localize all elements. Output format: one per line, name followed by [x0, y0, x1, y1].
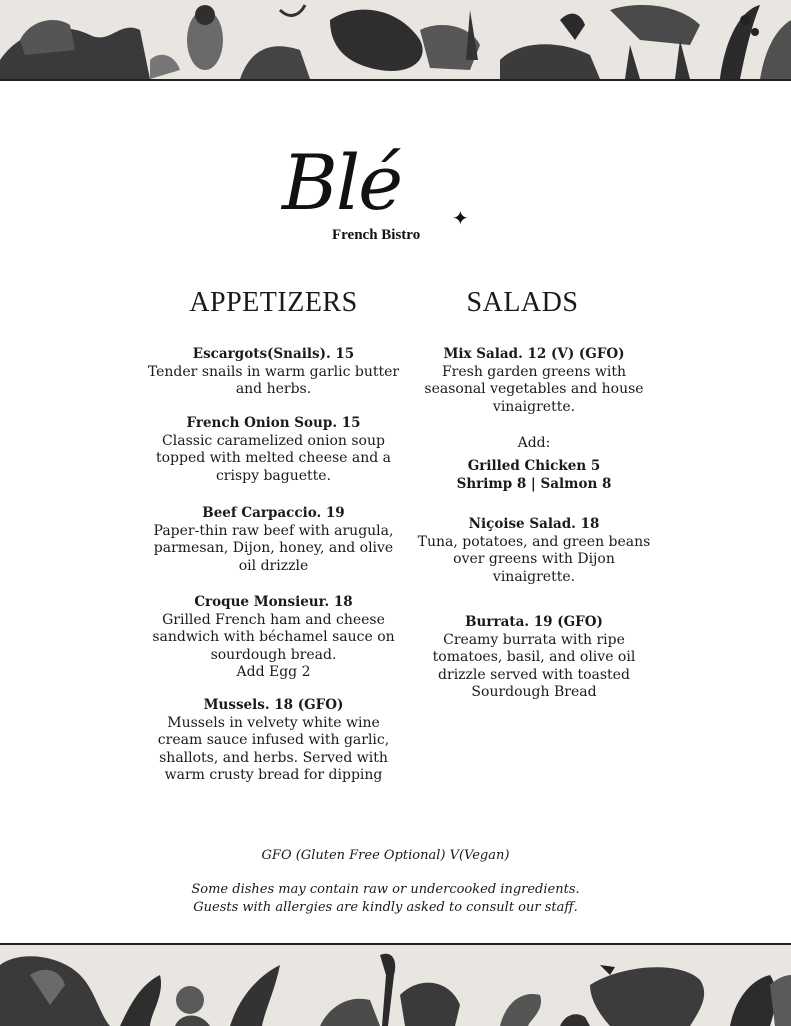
menu-item-french-onion-soup: [146, 415, 401, 485]
menu-item-escargots: [146, 346, 401, 399]
disclaimer-line-2: Guests with allergies are kindly asked to consult our staff.: [193, 900, 578, 915]
menu-item-burrata: [410, 614, 658, 702]
brand-subtitle: French Bistro: [332, 227, 421, 243]
menu-item-beef-carpaccio: [146, 505, 401, 575]
salads-heading: SALADS: [466, 287, 579, 318]
top-decorative-border: [0, 0, 791, 81]
addon-line-chicken: Grilled Chicken 5: [467, 458, 601, 474]
menu-item-mix-salad: [410, 346, 658, 416]
disclaimer-line-1: Some dishes may contain raw or undercooked ingredients.: [191, 882, 580, 897]
item-name: Escargots(Snails). 15: [192, 346, 355, 362]
appetizers-heading: APPETIZERS: [189, 287, 358, 318]
salad-addon-label: Add:: [517, 435, 551, 451]
item-description: Classic caramelized onion soup topped with melted cheese and a crispy baguette.: [155, 432, 392, 484]
menu-item-nicoise-salad: [410, 516, 658, 586]
sparkle-star-icon: ✦: [452, 206, 469, 230]
item-description: Grilled French ham and cheese sandwich with béchamel sauce on sourdough bread.: [152, 611, 395, 663]
item-description: Paper-thin raw beef with arugula, parmesan, Dijon, honey, and olive oil drizzle: [153, 522, 394, 574]
item-name: French Onion Soup. 15: [186, 415, 361, 431]
bottom-decorative-border: [0, 943, 791, 1026]
item-name: Mussels. 18 (GFO): [203, 697, 344, 713]
item-name: Beef Carpaccio. 19: [202, 505, 345, 521]
brand-name: Blé: [282, 138, 402, 227]
bistro-logo: [278, 136, 478, 248]
dietary-legend: GFO (Gluten Free Optional) V(Vegan): [261, 848, 510, 863]
item-description: Tender snails in warm garlic butter and herbs.: [147, 363, 400, 398]
menu-item-mussels: [146, 697, 401, 785]
menu-item-croque-monsieur: [146, 594, 401, 682]
salad-addon-options: [410, 457, 658, 493]
addon-line-shrimp-salmon: Shrimp 8 | Salmon 8: [456, 476, 612, 492]
item-description: Creamy burrata with ripe tomatoes, basil, and olive oil drizzle served with toasted Sourdough Bread: [432, 631, 636, 701]
toile-pattern-top: [0, 0, 791, 79]
item-name: Mix Salad. 12 (V) (GFO): [443, 346, 625, 362]
item-description: Tuna, potatoes, and green beans over greens with Dijon vinaigrette.: [417, 533, 651, 585]
toile-pattern-bottom: [0, 945, 791, 1026]
item-name: Croque Monsieur. 18: [194, 594, 353, 610]
item-description: Fresh garden greens with seasonal vegetables and house vinaigrette.: [424, 363, 644, 415]
item-description: Mussels in velvety white wine cream sauce infused with garlic, shallots, and herbs. Served with warm crusty bread for dipping: [157, 714, 390, 784]
item-name: Niçoise Salad. 18: [468, 516, 600, 532]
item-addon: Add Egg 2: [236, 664, 311, 681]
item-name: Burrata. 19 (GFO): [465, 614, 603, 630]
